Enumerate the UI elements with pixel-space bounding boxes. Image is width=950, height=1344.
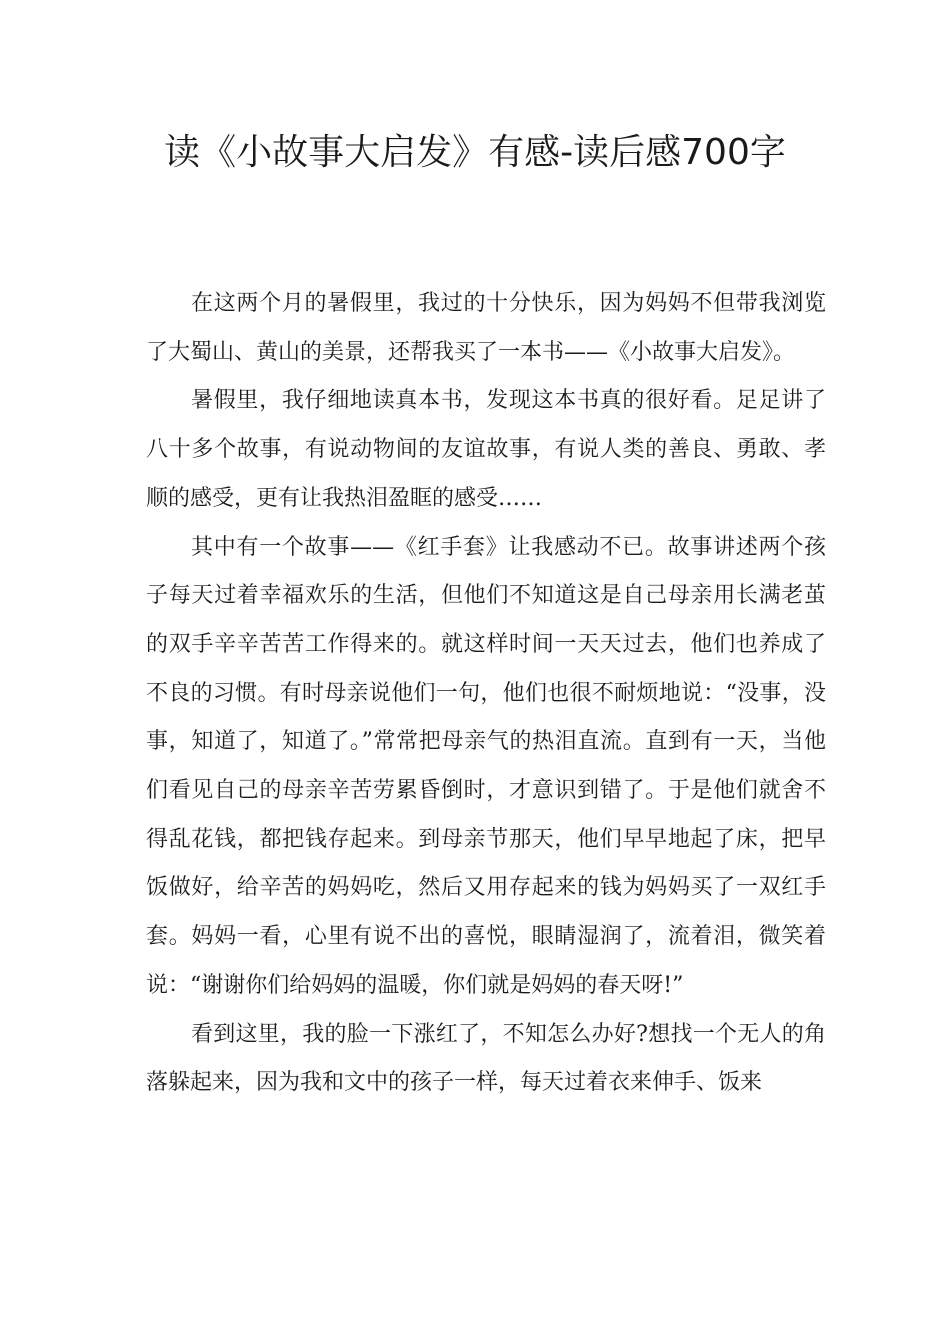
- document-body: [146, 280, 826, 1108]
- document-title: 读《小故事大启发》有感-读后感700字: [164, 132, 786, 173]
- paragraph: 暑假里，我仔细地读真本书，发现这本书真的很好看。足足讲了八十多个故事，有说动物间的友谊故事，有说人类的善良、勇敢、孝顺的感受，更有让我热泪盈眶的感受……: [146, 388, 826, 511]
- paragraph: 在这两个月的暑假里，我过的十分快乐，因为妈妈不但带我浏览了大蜀山、黄山的美景，还帮我买了一本书——《小故事大启发》。: [146, 291, 826, 365]
- paragraph: 其中有一个故事——《红手套》让我感动不已。故事讲述两个孩子每天过着幸福欢乐的生活，但他们不知道这是自己母亲用长满老茧的双手辛辛苦苦工作得来的。就这样时间一天天过去，他们也养成了不良的习惯。有时母亲说他们一句，他们也很不耐烦地说：“没事，没事，知道了，知道了。”常常把母亲气的热泪直流。直到有一天，当他们看见自己的母亲辛苦劳累昏倒时，才意识到错了。于是他们就舍不得乱花钱，都把钱存起来。到母亲节那天，他们早早地起了床，把早饭做好，给辛苦的妈妈吃，然后又用存起来的钱为妈妈买了一双红手套。妈妈一看，心里有说不出的喜悦，眼睛湿润了，流着泪，微笑着说：“谢谢你们给妈妈的温暖，你们就是妈妈的春天呀!”: [146, 534, 826, 998]
- paragraph: 看到这里，我的脸一下涨红了，不知怎么办好?想找一个无人的角落躲起来，因为我和文中的孩子一样，每天过着衣来伸手、饭来: [146, 1021, 826, 1096]
